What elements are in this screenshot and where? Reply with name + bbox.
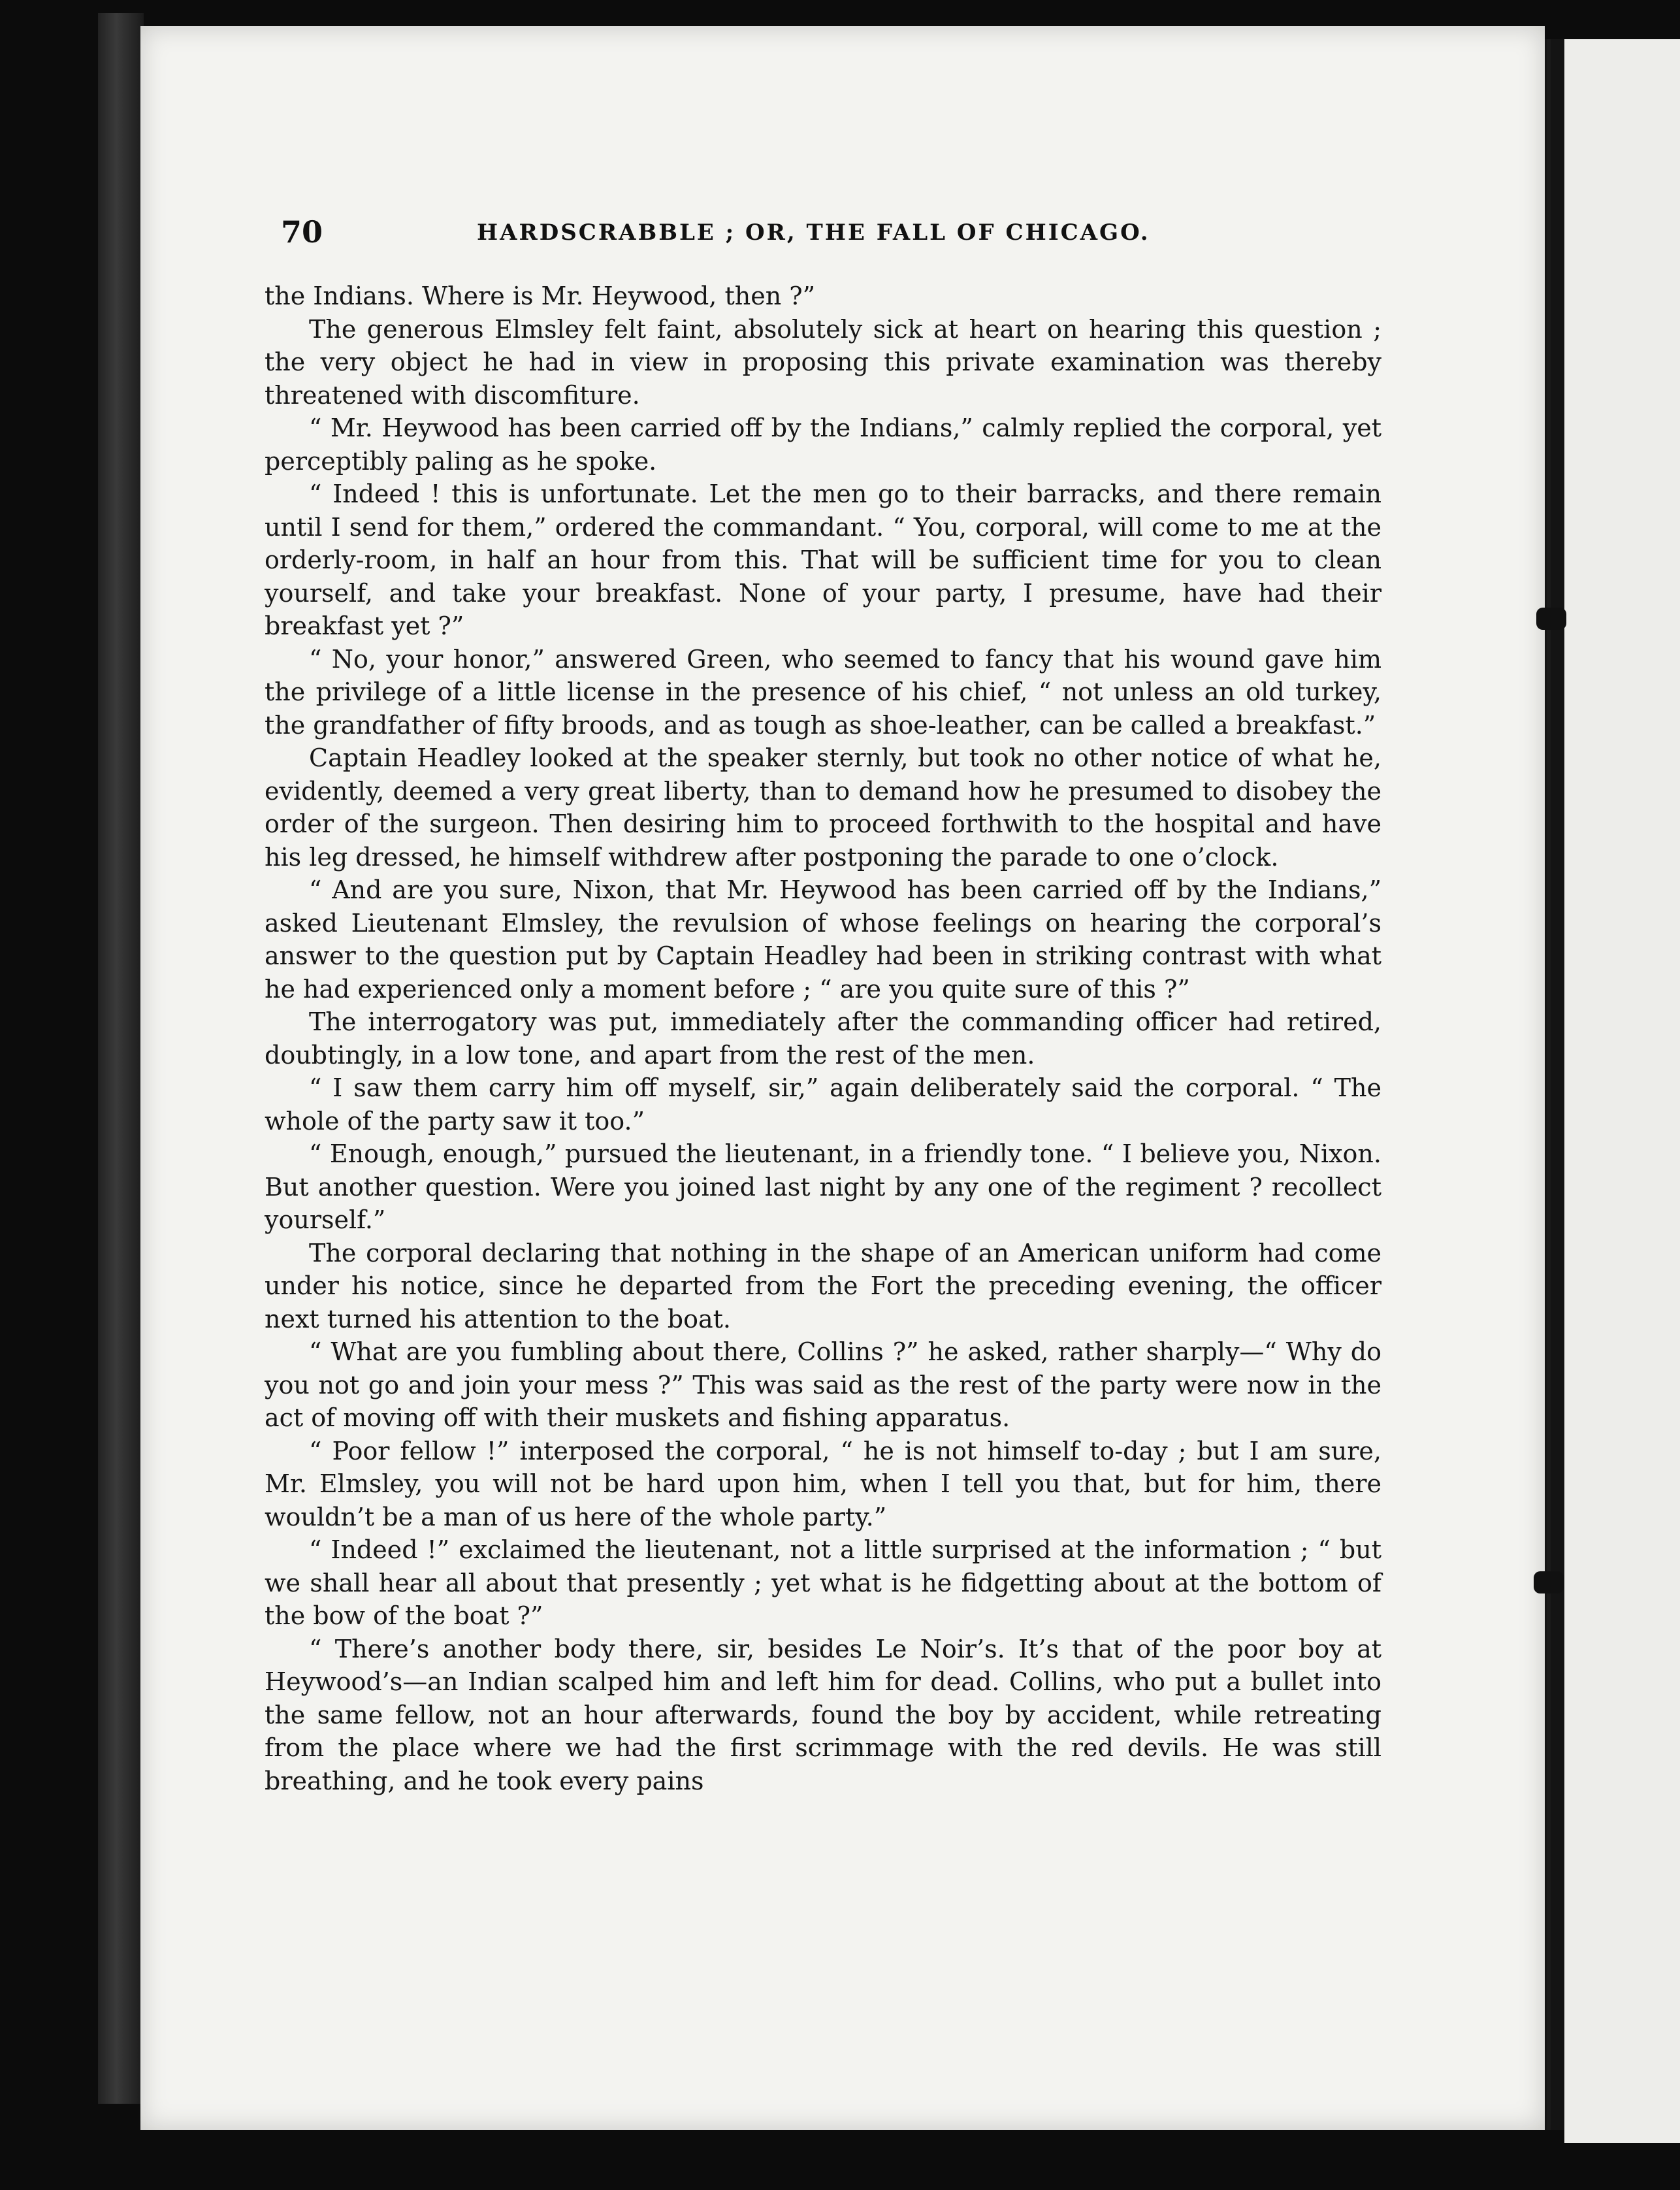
page-fold-line: [1547, 39, 1551, 2130]
paragraph: The interrogatory was put, immediately after the commanding officer had retired, doubtingly, in a low tone, and apart from the rest of the men.: [265, 1007, 1381, 1070]
book-gutter-edge: [98, 13, 144, 2104]
paragraph: “ No, your honor,” answered Green, who seemed to fancy that his wound gave him the privilege of a little license in the presence of his chief, “ not unless an old turkey, the grandfather of fifty broods, and as tough as shoe-leather, can be called a breakfast.”: [265, 644, 1381, 740]
paragraph: the Indians. Where is Mr. Heywood, then ?”: [265, 282, 816, 310]
paragraph: The generous Elmsley felt faint, absolutely sick at heart on hearing this question ; the very object he had in view in proposing this private examination was thereby threatened with discomfiture.: [265, 314, 1381, 410]
paragraph: “ Enough, enough,” pursued the lieutenant, in a friendly tone. “ I believe you, Nixon. But another question. Were you joined last night by any one of the regiment ? recollect yourself.”: [265, 1139, 1381, 1234]
paragraph: “ Poor fellow !” interposed the corporal, “ he is not himself to-day ; but I am sure, Mr. Elmsley, you will not be hard upon him, when I tell you that, but for him, there wouldn’t be a man of us here of the whole party.”: [265, 1436, 1381, 1531]
binding-clip-lower: [1534, 1571, 1564, 1593]
paragraph: “ Mr. Heywood has been carried off by the Indians,” calmly replied the corporal, yet perceptibly paling as he spoke.: [265, 414, 1381, 476]
page-header: [281, 214, 1444, 253]
paragraph: “ I saw them carry him off myself, sir,” again deliberately said the corporal. “ The whole of the party saw it too.”: [265, 1073, 1381, 1136]
paragraph: “ There’s another body there, sir, besides Le Noir’s. It’s that of the poor boy at Heywood’s—an Indian scalped him and left him for dead. Collins, who put a bullet into the same fellow, not an hour afterwards, found the boy by accident, while retreating from the place where we had the first scrimmage with the red devils. He was still breathing, and he took every pains: [265, 1634, 1381, 1795]
page-number: 70: [281, 214, 323, 250]
paragraph: “ What are you fumbling about there, Collins ?” he asked, rather sharply—“ Why do you not go and join your mess ?” This was said as the rest of the party were now in the act of moving off with their muskets and fishing apparatus.: [265, 1337, 1381, 1432]
page-body-text: [265, 280, 1381, 1797]
paragraph: The corporal declaring that nothing in the shape of an American uniform had come under his notice, since he departed from the Fort the preceding evening, the officer next turned his attention to the boat.: [265, 1238, 1381, 1333]
binding-clip-upper: [1536, 608, 1566, 630]
facing-page-edge: [1564, 39, 1680, 2143]
paragraph: “ Indeed ! this is unfortunate. Let the men go to their barracks, and there remain until I send for them,” ordered the commandant. “ You, corporal, will come to me at the orderly-room, in half an hour from this. That will be sufficient time for you to clean yourself, and take your breakfast. None of your party, I presume, have had their breakfast yet ?”: [265, 480, 1381, 640]
paragraph: “ Indeed !” exclaimed the lieutenant, not a little surprised at the information ; “ but we shall hear all about that presently ; yet what is he fidgetting about at the bottom of the bow of the boat ?”: [265, 1535, 1381, 1630]
paragraph: “ And are you sure, Nixon, that Mr. Heywood has been carried off by the Indians,” asked Lieutenant Elmsley, the revulsion of whose feelings on hearing the corporal’s answer to the question put by Captain Headley had been in striking contrast with what he had experienced only a moment before ; “ are you quite sure of this ?”: [265, 875, 1381, 1004]
paragraph: Captain Headley looked at the speaker sternly, but took no other notice of what he, evidently, deemed a very great liberty, than to demand how he presumed to disobey the order of the surgeon. Then desiring him to proceed forthwith to the hospital and have his leg dressed, he himself withdrew after postponing the parade to one o’clock.: [265, 744, 1381, 872]
running-head: HARDSCRABBLE ; OR, THE FALL OF CHICAGO.: [477, 220, 1150, 246]
